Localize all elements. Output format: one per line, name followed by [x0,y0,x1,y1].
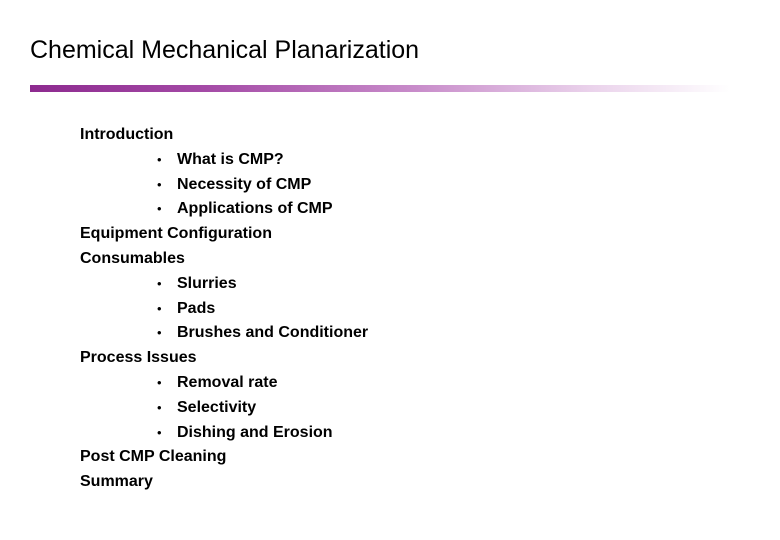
outline-subitem-label: Removal rate [177,373,278,391]
outline-item-post-cmp-cleaning [80,445,368,470]
outline-item-label: Consumables [80,249,185,267]
bullet-icon: • [157,424,162,440]
outline-subitem-label: Applications of CMP [177,200,333,218]
outline-subitem-label: Pads [177,299,216,317]
bullet-icon: • [157,300,162,316]
outline-subitem-label: Dishing and Erosion [177,423,333,441]
outline-subitem-pads [80,297,368,322]
outline-item-summary [80,470,368,495]
outline-subitem-brushes-and-conditioner [80,321,368,346]
outline-item-process-issues [80,346,368,371]
bullet-icon: • [157,201,162,217]
outline-subitem-label: What is CMP? [177,150,284,168]
outline-subitem-label: Brushes and Conditioner [177,324,369,342]
outline-subitem-label: Selectivity [177,398,257,416]
title-divider [30,85,730,92]
outline-item-equipment-configuration [80,222,368,247]
outline-subitem-dishing-and-erosion [80,421,368,446]
outline-item-label: Process Issues [80,349,197,367]
bullet-icon: • [157,325,162,341]
outline-subitem-label: Necessity of CMP [177,175,312,193]
outline-item-label: Summary [80,473,153,491]
outline-subitem-removal-rate [80,371,368,396]
outline-list [80,123,368,495]
outline-subitem-necessity-of-cmp [80,173,368,198]
bullet-icon: • [157,374,162,390]
outline-subitem-label: Slurries [177,274,237,292]
outline-item-label: Post CMP Cleaning [80,448,227,466]
outline-item-introduction [80,123,368,148]
outline-subitem-selectivity [80,396,368,421]
bullet-icon: • [157,151,162,167]
outline-subitem-slurries [80,272,368,297]
outline-item-label: Introduction [80,126,174,143]
outline-subitem-applications-of-cmp [80,197,368,222]
bullet-icon: • [157,399,162,415]
bullet-icon: • [157,176,162,192]
bullet-icon: • [157,275,162,291]
outline-subitem-what-is-cmp [80,148,368,173]
outline-item-consumables [80,247,368,272]
slide-title: Chemical Mechanical Planarization [30,36,420,64]
outline-item-label: Equipment Configuration [80,225,272,243]
